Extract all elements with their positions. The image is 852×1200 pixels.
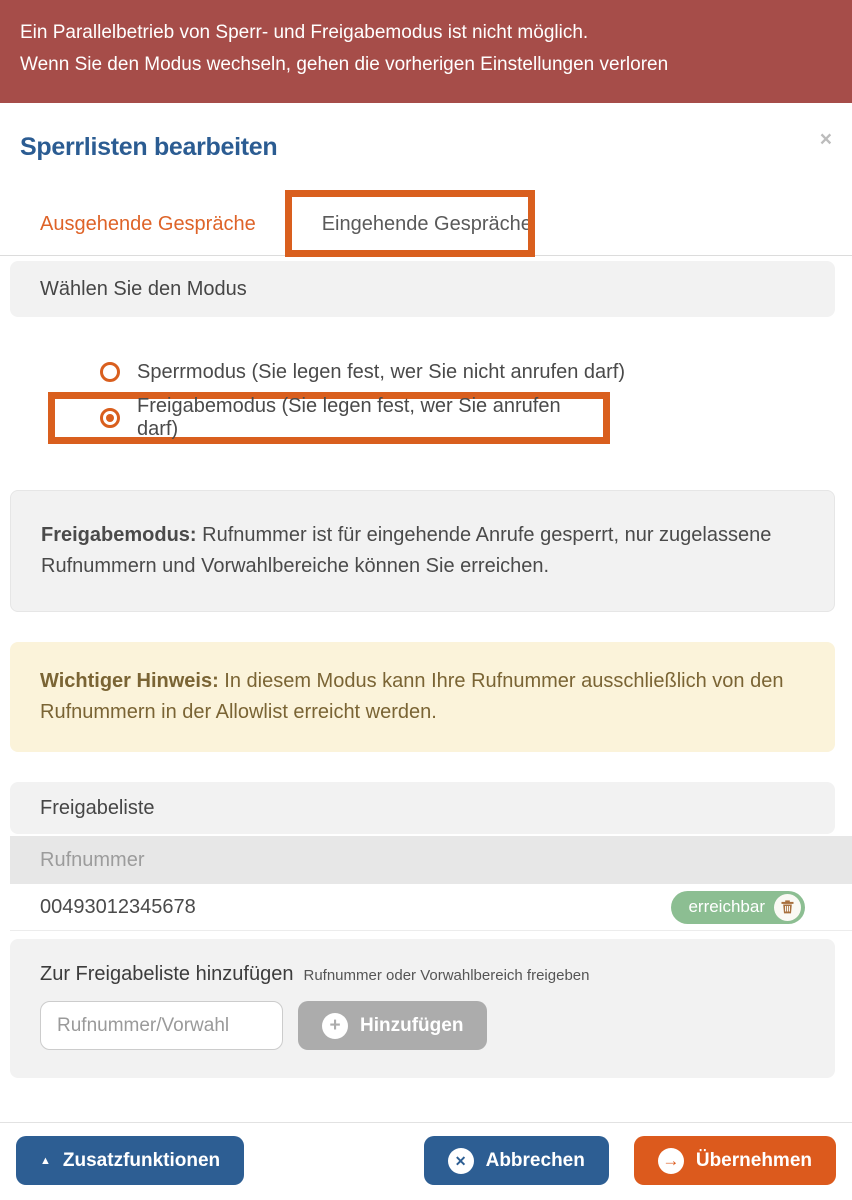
tab-incoming-calls[interactable]: Eingehende Gespräche <box>321 213 532 235</box>
allowlist-section-header-label: Freigabeliste <box>40 796 155 819</box>
radio-label-freigabemodus: Freigabemodus (Sie legen fest, wer Sie anrufen darf) <box>137 395 561 440</box>
delete-entry-button[interactable] <box>774 894 801 921</box>
radio-dot <box>106 414 114 422</box>
add-button-label: Hinzufügen <box>360 1014 464 1036</box>
apply-button[interactable] <box>634 1136 836 1185</box>
cancel-x-icon: ✕ <box>448 1148 474 1174</box>
important-hint-text: In diesem Modus kann Ihre Rufnummer ausschließlich von den Rufnummern in der Allowlist erreicht werden. <box>40 670 784 723</box>
extra-functions-label: Zusatzfunktionen <box>62 1149 221 1171</box>
warning-banner-line1: Ein Parallelbetrieb von Sperr- und Freigabemodus ist nicht möglich. <box>20 22 589 43</box>
add-sublabel: Rufnummer oder Vorwahlbereich freigeben <box>303 967 590 984</box>
important-hint-bold: Wichtiger Hinweis: <box>40 670 219 692</box>
status-badge-label: erreichbar <box>688 897 765 916</box>
allowlist-row-number: 00493012345678 <box>40 895 196 918</box>
footer-right-buttons <box>424 1136 836 1185</box>
dialog-header <box>0 103 852 162</box>
mode-info-bold: Freigabemodus: <box>41 524 197 546</box>
radio-option-sperrmodus[interactable] <box>100 357 852 387</box>
mode-info-text: Rufnummer ist für eingehende Anrufe gesperrt, nur zugelassene Rufnummern und Vorwahlbereiche können Sie erreichen. <box>41 524 772 577</box>
warning-banner-line2: Wenn Sie den Modus wechseln, gehen die vorherigen Einstellungen verloren <box>20 54 669 75</box>
mode-section-header <box>10 261 835 317</box>
annotation-highlight-freigabemodus <box>48 392 610 444</box>
trash-icon <box>780 899 795 915</box>
close-icon[interactable]: × <box>819 128 832 151</box>
radio-option-freigabemodus[interactable] <box>100 395 595 440</box>
mode-info-box <box>10 490 835 612</box>
add-label-row <box>40 963 805 986</box>
add-label: Zur Freigabeliste hinzufügen <box>40 963 294 985</box>
allowlist-column-header-label: Rufnummer <box>40 848 145 871</box>
radio-label-sperrmodus: Sperrmodus (Sie legen fest, wer Sie nicht anrufen darf) <box>137 360 626 383</box>
mode-radio-group <box>0 357 852 444</box>
phone-number-input[interactable] <box>40 1001 283 1050</box>
extra-functions-button[interactable] <box>16 1136 244 1185</box>
dialog-title: Sperrlisten bearbeiten <box>20 133 278 161</box>
apply-arrow-icon: → <box>658 1148 684 1174</box>
apply-button-label: Übernehmen <box>695 1149 812 1171</box>
warning-banner <box>0 0 852 103</box>
mode-section-header-label: Wählen Sie den Modus <box>40 277 247 300</box>
allowlist-section-header <box>10 782 835 834</box>
cancel-button-label: Abbrechen <box>485 1149 585 1171</box>
tab-bar <box>0 194 852 256</box>
radio-selected-icon[interactable] <box>100 408 120 428</box>
allowlist-column-header <box>10 836 852 884</box>
add-to-allowlist-section <box>10 939 835 1078</box>
plus-circle-icon: + <box>322 1013 348 1039</box>
add-button[interactable] <box>298 1001 487 1050</box>
tab-outgoing-calls[interactable]: Ausgehende Gespräche <box>40 213 256 235</box>
status-badge <box>671 891 805 924</box>
radio-unselected-icon[interactable] <box>100 362 120 382</box>
footer <box>0 1123 852 1185</box>
cancel-button[interactable] <box>424 1136 609 1185</box>
allowlist-row <box>10 884 852 931</box>
important-hint-box <box>10 642 835 752</box>
chevron-up-icon: ▲ <box>40 1154 51 1167</box>
add-controls <box>40 1001 805 1050</box>
